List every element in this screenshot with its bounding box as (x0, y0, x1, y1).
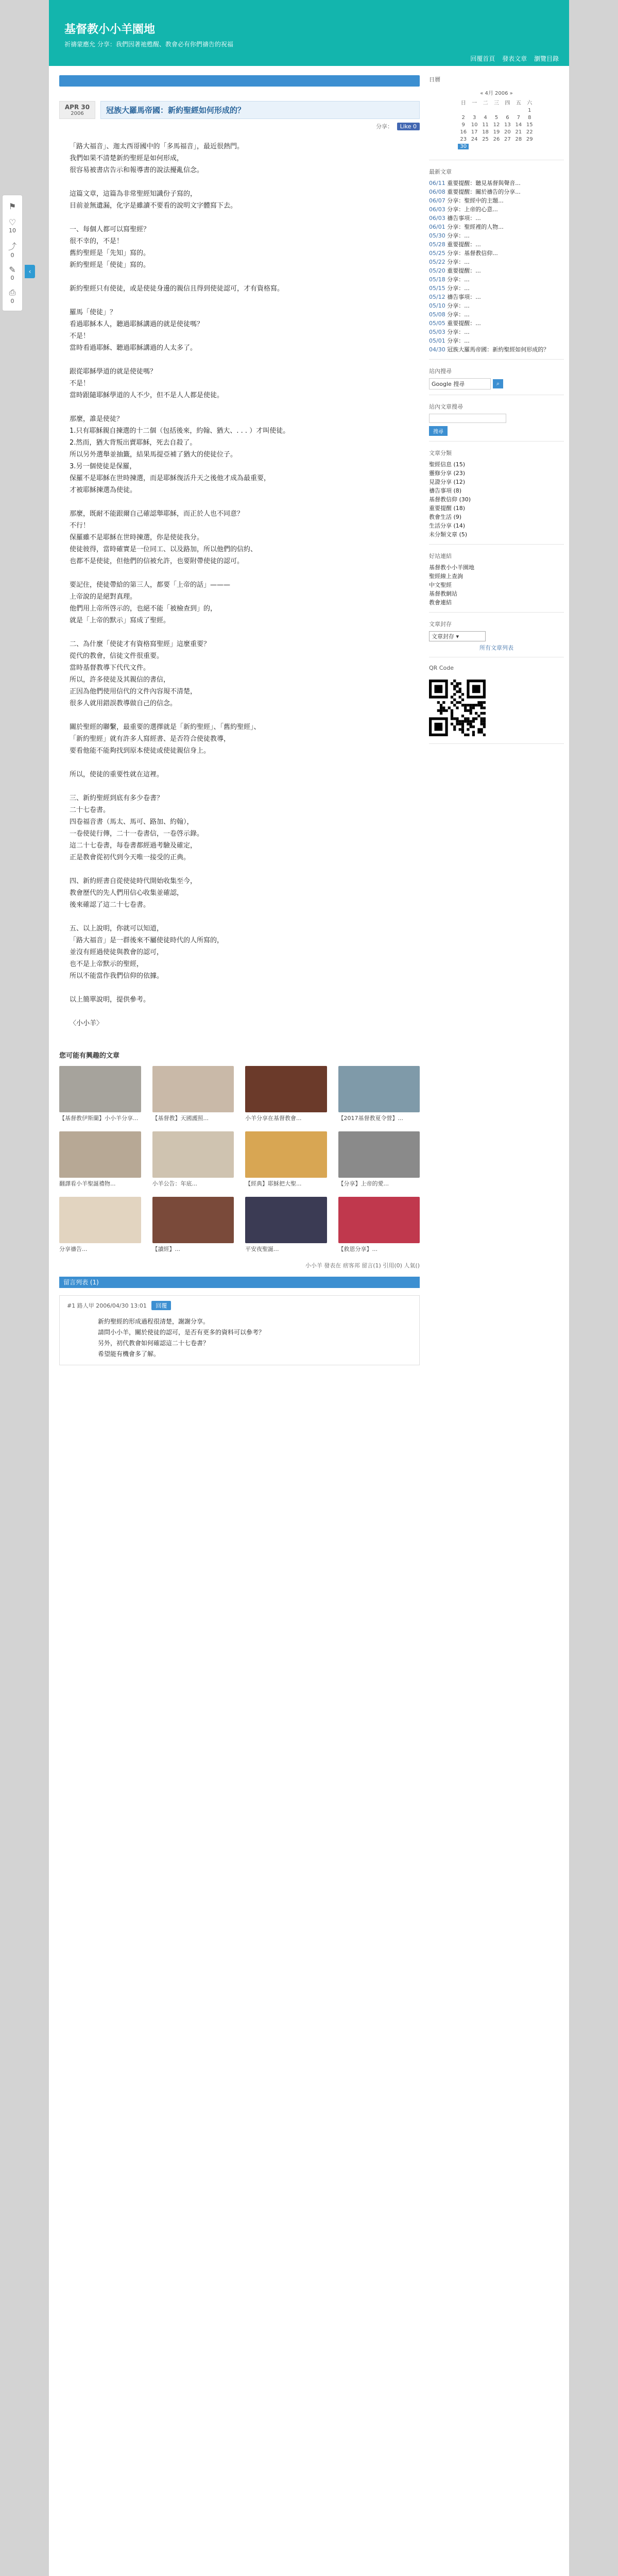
search-title: 站內搜尋 (429, 368, 452, 375)
related-thumbnail[interactable] (338, 1197, 420, 1243)
recent-post-item[interactable]: 05/20 重要提醒：... (429, 267, 481, 274)
related-caption[interactable]: 平安夜聖誕... (245, 1246, 279, 1252)
share-toggle-button[interactable]: ‹ (25, 265, 35, 278)
category-item[interactable]: 教會生活 (9) (429, 514, 462, 520)
related-card[interactable] (338, 1197, 420, 1253)
recent-post-item[interactable]: 05/05 重要提醒：... (429, 320, 481, 327)
calendar-grid (458, 98, 535, 149)
related-title: 您可能有興趣的文章 (59, 1052, 120, 1060)
related-card[interactable] (338, 1131, 420, 1188)
category-box (429, 449, 564, 545)
related-thumbnail[interactable] (59, 1197, 141, 1243)
related-card[interactable] (59, 1066, 141, 1122)
main-content (59, 75, 420, 1365)
calendar-day (458, 108, 469, 113)
share-item-print[interactable]: ⎙ 0 (3, 284, 22, 308)
calendar-day[interactable]: 2 (461, 115, 465, 121)
calendar-day[interactable]: 24 (471, 137, 478, 142)
recent-post-item[interactable]: 06/07 分享：聖經中的主題... (429, 197, 504, 204)
calendar-day[interactable]: 21 (515, 129, 522, 135)
related-card[interactable] (338, 1066, 420, 1122)
link-item[interactable]: 中文聖經 (429, 582, 452, 588)
calendar-day[interactable]: 28 (515, 137, 522, 142)
post-paragraph: 羅馬「使徒」？ 看過耶穌本人，聽過耶穌講過的就是使徒嗎？ 不是！ 當時看過耶穌、聽過耶穌講過的人太多了。 (70, 309, 204, 352)
calendar-weekday: 四 (505, 100, 510, 106)
related-thumbnail[interactable] (59, 1131, 141, 1178)
post-paragraph: 這篇文章，這篇為非常聖經知識份子寫的， 目前並無遺漏，化字是雖讀不要看的說明文字體寫下去。 (70, 190, 237, 210)
comment-text: 新約聖經的形成過程很清楚，謝謝分享。 請問小小羊，關於使徒的認可，是否有更多的資料可以參考？ 另外，初代教會如何確認這二十七卷書？ 希望能有機會多了解。 (98, 1318, 265, 1358)
link-item[interactable]: 基督教小小羊園地 (429, 564, 474, 571)
recent-post-item[interactable]: 06/03 禱告事項：... (429, 215, 481, 222)
share-icon: ⤴ (8, 242, 16, 251)
site-title[interactable]: 基督教小小羊園地 (64, 23, 156, 36)
recent-post-item[interactable]: 05/25 分享：基督教信仰... (429, 250, 498, 257)
post-meta (59, 122, 420, 130)
post-signature: 〈小小羊〉 (70, 1020, 104, 1027)
calendar-day[interactable]: 22 (526, 129, 533, 135)
site-search-button[interactable]: 搜尋 (429, 426, 448, 436)
links-box (429, 552, 564, 613)
calendar-day[interactable]: 16 (460, 129, 467, 135)
link-item[interactable]: 聖經線上查詢 (429, 573, 463, 580)
page-container (49, 0, 569, 2576)
google-search-input[interactable]: Google 搜尋 (429, 378, 491, 389)
comment-time: 2006/04/30 13:01 (96, 1302, 147, 1309)
qr-code (429, 680, 486, 736)
related-card[interactable] (245, 1131, 327, 1188)
calendar-box (429, 75, 564, 160)
calendar-weekday: 三 (493, 100, 499, 106)
site-search-input[interactable] (429, 414, 506, 423)
recent-post-item[interactable]: 05/12 禱告事項：... (429, 294, 481, 300)
post-date-day: APR 30 (64, 104, 90, 111)
post-paragraph: 新約聖經只有使徒，或是使徒身邊的親信且得到使徒認可，才有資格寫。 (70, 285, 284, 293)
recent-post-item[interactable]: 06/01 分享：聖經裡的人物... (429, 224, 504, 230)
related-card[interactable] (245, 1066, 327, 1122)
recent-post-item[interactable]: 05/01 分享：... (429, 337, 470, 344)
post-paragraph: 二、為什麼「使徒才有資格寫聖經」這麼重要？ 從代的教會，信徒文件很重要。 當時基督教導下代代文件。 所以，許多使徒及其親信的書信， 正因為他們使用信代的文件內容規不清楚， 很多人就用錯誤教導做自己的信念。 (70, 640, 211, 707)
calendar-day[interactable]: 1 (528, 108, 531, 113)
print-icon: ⎙ (9, 287, 16, 297)
post-date-year: 2006 (71, 111, 84, 116)
related-caption[interactable]: 翻譯看小羊聖誕禮物... (59, 1180, 116, 1187)
recent-post-item[interactable]: 06/03 分享：上帝的心意... (429, 206, 498, 213)
category-item[interactable]: 禱告事項 (8) (429, 487, 462, 494)
recent-post-item[interactable]: 05/18 分享：... (429, 276, 470, 283)
recent-post-item[interactable]: 05/10 分享：... (429, 302, 470, 309)
category-item[interactable]: 未分類文章 (5) (429, 531, 468, 538)
calendar-day[interactable]: 7 (517, 115, 521, 121)
post-paragraph: 那麼，誰是使徒？ 1.只有耶穌親自揀選的十二個（包括後來，約翰、猶大、. . . ）才叫使徒。 2.然而，猶大背叛出賣耶穌，死去自殺了。 所以另外選舉並抽籤，結果馬提亞補了猶大的使徒位子。 3.另一個使徒是保羅， 保羅不是耶穌在世時揀選，而是耶穌復活升天之後他才成為最重要， 才被耶穌揀選為使徒。 (70, 415, 290, 494)
category-item[interactable]: 聖經信息 (15) (429, 461, 466, 468)
calendar-day (480, 108, 491, 113)
related-thumbnail[interactable] (245, 1066, 327, 1112)
calendar-month[interactable]: « 4月 2006 » (480, 91, 513, 96)
calendar-day[interactable]: 9 (461, 122, 465, 128)
calendar-day[interactable]: 15 (526, 122, 533, 128)
post-paragraph: 要記住，使徒帶給的第三人，都要「上帝的話」——— 上帝說的是絕對真理。 他們用上帝所啓示的，也絕不能「被檢查到」的， 就是「上帝的默示」寫成了聖經。 (70, 581, 231, 624)
calendar-day[interactable]: 20 (504, 129, 511, 135)
header-link-home[interactable]: 回覆首頁 (470, 55, 495, 62)
comment-head (67, 1301, 412, 1310)
calendar-weekday: 五 (516, 100, 521, 106)
comment-icon: ✎ (9, 265, 16, 275)
calendar-day[interactable]: 23 (460, 137, 467, 142)
calendar (458, 89, 535, 149)
comments-bar: 留言列表 (1) (59, 1277, 420, 1288)
recent-title: 最新文章 (429, 168, 452, 175)
link-item[interactable]: 教會連結 (429, 599, 452, 606)
calendar-day[interactable]: 3 (472, 115, 476, 121)
calendar-day[interactable]: 8 (528, 115, 531, 121)
share-toolbar (2, 195, 23, 311)
related-card[interactable] (59, 1131, 141, 1188)
calendar-day[interactable]: 25 (482, 137, 489, 142)
recent-post-item[interactable]: 05/30 分享：... (429, 232, 470, 239)
related-thumbnail[interactable] (152, 1066, 234, 1112)
category-list (429, 460, 564, 539)
calendar-day (469, 108, 479, 113)
related-thumbnail[interactable] (59, 1066, 141, 1112)
header-link-post[interactable]: 發表文章 (502, 55, 527, 62)
google-search-row (429, 378, 564, 389)
links-title: 好站連結 (429, 553, 452, 560)
calendar-day[interactable]: 18 (482, 129, 489, 135)
share-label: 分享： (376, 123, 393, 130)
calendar-day (502, 108, 513, 113)
related-caption[interactable]: 【分享】上帝的愛... (338, 1180, 389, 1187)
qr-title: QR Code (429, 665, 454, 671)
calendar-day[interactable]: 19 (493, 129, 500, 135)
related-caption[interactable]: 【讀經】... (152, 1246, 180, 1252)
category-item[interactable]: 重要提醒 (18) (429, 505, 466, 512)
comment-number: #1 (67, 1302, 76, 1309)
post-paragraph: 跟從耶穌學道的就是使徒嗎？ 不是！ 當時跟隨耶穌學道的人不少，但不是人人都是使徒。 (70, 368, 224, 399)
site-header (49, 0, 569, 66)
related-posts (59, 1050, 420, 1269)
post-paragraph: 四、新約經書自從使徒時代開始收集至今， 教會歷代的先人們用信心收集並確認， 後來確認了這二十七卷書。 (70, 877, 197, 909)
top-nav-bar (59, 75, 420, 87)
recent-posts-box (429, 167, 564, 360)
like-button[interactable]: Like 0 (397, 123, 420, 130)
comment-author[interactable]: 路人甲 (77, 1302, 94, 1309)
calendar-day[interactable]: 11 (482, 122, 489, 128)
post-footer-meta: 小小羊 發表在 痞客邦 留言(1) 引用(0) 人氣() (305, 1262, 420, 1269)
links-list (429, 563, 564, 607)
related-caption[interactable]: 【基督教伊斯蘭】小小羊分享... (59, 1115, 139, 1122)
related-card[interactable] (245, 1197, 327, 1253)
category-item[interactable]: 基督教信仰 (30) (429, 496, 471, 503)
calendar-day[interactable]: 17 (471, 129, 478, 135)
archive-box (429, 620, 564, 657)
post-paragraph: 以上簡單說明，提供參考。 (70, 996, 150, 1004)
link-item[interactable]: 基督教網站 (429, 590, 457, 597)
share-item-comment[interactable]: ✎ 0 (3, 262, 22, 284)
archive-title: 文章封存 (429, 621, 452, 628)
recent-post-item[interactable]: 06/11 重要提醒：聽見基督與聲音... (429, 180, 521, 187)
calendar-weekday: 六 (527, 100, 533, 106)
related-thumbnail[interactable] (245, 1197, 327, 1243)
recent-post-item[interactable]: 05/08 分享：... (429, 311, 470, 318)
calendar-day[interactable]: 14 (515, 122, 522, 128)
calendar-weekday: 一 (472, 100, 477, 106)
qr-box (429, 665, 564, 744)
related-thumbnail[interactable] (245, 1131, 327, 1178)
header-link-directory[interactable]: 瀏覽目錄 (534, 55, 559, 62)
related-grid (59, 1066, 420, 1253)
related-card[interactable] (152, 1197, 234, 1253)
related-card[interactable] (152, 1066, 234, 1122)
recent-post-item[interactable]: 05/22 分享：... (429, 259, 470, 265)
flag-icon: ⚑ (8, 201, 16, 211)
related-thumbnail[interactable] (152, 1131, 234, 1178)
heart-icon: ♡ (8, 217, 16, 227)
calendar-day[interactable]: 6 (506, 115, 509, 121)
post-header (59, 101, 420, 119)
post-date-badge (59, 101, 95, 119)
related-thumbnail[interactable] (152, 1197, 234, 1243)
category-item[interactable]: 靈修分享 (23) (429, 470, 466, 477)
calendar-day[interactable]: 12 (493, 122, 500, 128)
post-title[interactable]: 冠族大羅馬帝國：新約聖經如何形成的？ (100, 101, 420, 119)
related-caption[interactable]: 【救恩分享】... (338, 1246, 377, 1252)
search-icon[interactable]: ⌕ (493, 379, 503, 388)
calendar-day[interactable]: 10 (471, 122, 478, 128)
post-paragraph: 一、每個人都可以寫聖經？ 很不幸的，不是！ 舊約聖經是「先知」寫的。 新約聖經是「使徒」寫的。 (70, 226, 150, 269)
post-paragraph: 三、新約聖經到底有多少卷書？ 二十七卷書。 四卷福音書（馬太、馬可、路加、約翰）， 一卷使徒行傳，二十一卷書信，一卷啓示錄。 這二十七卷書，每卷書都經過考驗及確定， 正是教會從初代到今天唯一接受的正典。 (70, 794, 204, 861)
sidebar (429, 75, 564, 751)
recent-post-item[interactable]: 05/15 分享：... (429, 285, 470, 292)
calendar-title: 日曆 (429, 76, 440, 83)
calendar-weekday: 日 (460, 100, 466, 106)
calendar-day[interactable]: 26 (493, 137, 500, 142)
comment-item (59, 1295, 420, 1365)
calendar-weekday: 二 (483, 100, 488, 106)
category-item[interactable]: 生活分享 (14) (429, 522, 466, 529)
recent-post-item[interactable]: 06/08 重要提醒：關於禱告的分享... (429, 189, 521, 195)
category-title: 文章分類 (429, 450, 452, 456)
share-item-like[interactable]: ♡ 10 (3, 214, 22, 237)
related-caption[interactable]: 小羊公告：年底... (152, 1180, 197, 1187)
reply-button[interactable]: 回覆 (151, 1301, 171, 1310)
calendar-day[interactable]: 4 (484, 115, 487, 121)
calendar-day[interactable]: 29 (526, 137, 533, 142)
calendar-day[interactable]: 30 (458, 144, 469, 149)
related-caption[interactable]: 小羊分享在基督教會... (245, 1115, 302, 1122)
related-caption[interactable]: 【經典】耶穌把大聖... (245, 1180, 302, 1187)
related-caption[interactable]: 分享禱告... (59, 1246, 88, 1252)
post-paragraph: 那麼，既耐不能跟爾自己確認舉耶穌，而正於人也不同意？ 不行！ 保羅雖不是耶穌在世時揀選，你是使徒我分。 使徒彼得，當時確實是一位同工、以及路加，所以他們的信約、 也都不是使徒，但他們的信被允許，也要附帶使徒的認可。 (70, 510, 258, 565)
site-search-title: 站內文章搜尋 (429, 403, 463, 410)
post-paragraph: 「路大福音」、迦太西哥國中的「多馬福音」，最近很熱門。 我們如果不清楚新約聖經是如何形成， 很容易被書店告示和報導書的說法擾亂信念。 (70, 143, 244, 174)
site-subtitle: 祈禱蒙應允 分享：我們因著祂甦醒、教會必有你們禱告的祝福 (64, 41, 233, 48)
archive-select[interactable]: 文章封存 ▾ (429, 631, 486, 641)
share-item-flag[interactable] (3, 198, 22, 214)
related-caption[interactable]: 【基督教】天國護照... (152, 1115, 209, 1122)
post-paragraph: 所以，使徒的重要性就在這裡。 (70, 771, 164, 778)
related-thumbnail[interactable] (338, 1131, 420, 1178)
share-item-share[interactable]: ⤴ 0 (3, 237, 22, 262)
recent-posts-list (429, 179, 564, 354)
archive-all-link[interactable]: 所有文章列表 (479, 645, 513, 651)
related-caption[interactable]: 【2017基督教夏令營】... (338, 1115, 403, 1122)
related-thumbnail[interactable] (338, 1066, 420, 1112)
recent-post-item[interactable]: 05/28 重要提醒：... (429, 241, 481, 248)
site-search-box (429, 402, 564, 442)
recent-post-item[interactable]: 04/30 冠族大羅馬帝國：新約聖經如何形成的？ (429, 346, 550, 353)
calendar-day (513, 108, 524, 113)
calendar-day[interactable]: 27 (504, 137, 511, 142)
post-paragraph: 關於聖經的聯繫，最重要的選擇就是「新約聖經」、「舊約聖經」、 「新約聖經」就有許多人寫經書、是否符合使徒教導， 要看他能不能夠找到原本使徒或使徒親信身上。 (70, 723, 261, 755)
google-search-box (429, 367, 564, 395)
category-item[interactable]: 見證分享 (12) (429, 479, 466, 485)
post-paragraph: 五、以上說明，你就可以知道， 「路大福音」是一群後來不屬使徒時代的人所寫的， 並沒有經過使徒與教會的認可， 也不是上帝默示的聖經， 所以不能當作我們信仰的依據。 (70, 925, 224, 980)
calendar-day (491, 108, 502, 113)
related-card[interactable] (152, 1131, 234, 1188)
post-body (70, 141, 389, 1029)
header-links (465, 54, 559, 63)
related-card[interactable] (59, 1197, 141, 1253)
calendar-day[interactable]: 5 (494, 115, 499, 121)
recent-post-item[interactable]: 05/03 分享：... (429, 329, 470, 335)
calendar-day[interactable]: 13 (504, 122, 511, 128)
